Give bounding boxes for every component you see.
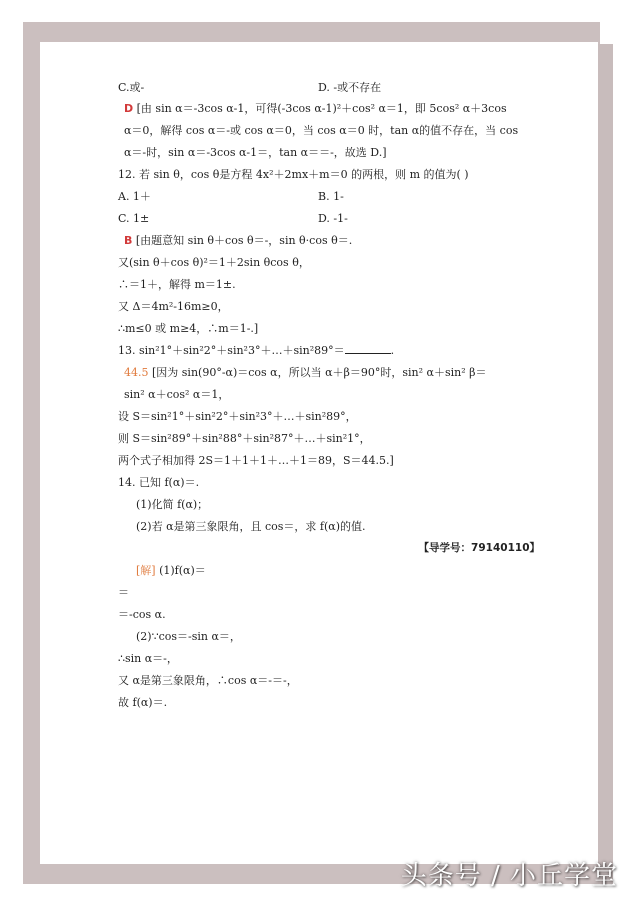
q14-solution-line-3: ＝-cos α. bbox=[118, 608, 166, 621]
q12-solution-line-1 bbox=[124, 233, 352, 248]
q13-stem-end: . bbox=[390, 344, 395, 357]
q12-solution-line-2: 又(sin θ＋cos θ)²＝1＋2sin θcos θ， bbox=[118, 256, 310, 269]
q11-solution-line-1 bbox=[124, 101, 507, 116]
q11-solution-line-2: α＝0，解得 cos α＝-或 cos α＝0，当 cos α＝0 时，tan α的值不存在，当 cos bbox=[124, 124, 519, 137]
q11-solution-line-3: α＝-时，sin α＝-3cos α-1＝，tan α＝＝-，故选 D.] bbox=[124, 146, 387, 159]
q14-solution-line-5: ∴sin α＝-， bbox=[118, 652, 178, 665]
q14-solution-line-1 bbox=[136, 563, 206, 578]
q12-option-a: A. 1＋ bbox=[118, 190, 151, 203]
q12-stem: 12. 若 sin θ，cos θ是方程 4x²＋2mx＋m＝0 的两根，则 m 的值为( ) bbox=[118, 168, 469, 181]
q13-stem-text: 13. sin²1°＋sin²2°＋sin²3°＋…＋sin²89°＝ bbox=[118, 344, 345, 357]
q13-solution-text-1: [因为 sin(90°-α)＝cos α，所以当 α＋β＝90°时，sin² α＋sin² β＝ bbox=[152, 366, 487, 379]
q14-solution-line-7: 故 f(α)＝. bbox=[118, 696, 168, 709]
q12-answer-letter: B bbox=[124, 234, 133, 247]
q12-option-b: B. 1- bbox=[318, 190, 344, 203]
q13-answer-value: 44.5 bbox=[124, 366, 149, 379]
q14-solution-line-6: 又 α是第三象限角，∴cos α＝-＝-， bbox=[118, 674, 298, 687]
q12-solution-line-4: 又 Δ＝4m²-16m≥0， bbox=[118, 300, 229, 313]
q14-solution-line-4: (2)∵cos＝-sin α＝， bbox=[136, 630, 241, 643]
q13-solution-line-5: 两个式子相加得 2S＝1＋1＋1＋…＋1＝89，S＝44.5.] bbox=[118, 454, 394, 467]
document-page bbox=[40, 42, 598, 864]
watermark-text: 头条号 / 小丘学堂 bbox=[400, 861, 618, 891]
q14-reference-number: 【导学号：79140110】 bbox=[418, 542, 540, 554]
q11-option-c: C.或- bbox=[118, 81, 145, 94]
q13-stem bbox=[118, 343, 394, 358]
q13-answer-blank bbox=[345, 343, 391, 354]
q13-solution-line-1 bbox=[124, 365, 487, 380]
q12-option-c: C. 1± bbox=[118, 212, 150, 225]
q12-solution-line-3: ∴＝1＋，解得 m＝1±. bbox=[118, 278, 236, 291]
q14-part-2: (2)若 α是第三象限角，且 cos＝，求 f(α)的值. bbox=[136, 520, 366, 533]
q12-solution-line-5: ∴m≤0 或 m≥4，∴m＝1-.] bbox=[118, 322, 259, 335]
q14-part-1: (1)化简 f(α)； bbox=[136, 498, 209, 511]
q13-solution-line-2: sin² α＋cos² α＝1， bbox=[124, 388, 230, 401]
q11-option-d: D. -或不存在 bbox=[318, 81, 382, 94]
q14-jie-label: [解] bbox=[136, 564, 156, 577]
q14-solution-text-1: (1)f(α)＝ bbox=[159, 564, 206, 577]
q12-solution-text-1: [由题意知 sin θ＋cos θ＝-，sin θ·cos θ＝. bbox=[135, 234, 353, 247]
q13-solution-line-3: 设 S＝sin²1°＋sin²2°＋sin²3°＋…＋sin²89°， bbox=[118, 410, 357, 423]
q11-answer-letter: D bbox=[124, 102, 134, 115]
page-frame-shadow bbox=[598, 44, 613, 884]
q14-solution-line-2: ＝ bbox=[118, 586, 129, 599]
q12-option-d: D. -1- bbox=[318, 212, 348, 225]
q11-solution-text-1: [由 sin α＝-3cos α-1，可得(-3cos α-1)²＋cos² α＝1，即 5cos² α＋3cos bbox=[136, 102, 507, 115]
q14-stem: 14. 已知 f(α)＝. bbox=[118, 476, 200, 489]
q13-solution-line-4: 则 S＝sin²89°＋sin²88°＋sin²87°＋…＋sin²1°， bbox=[118, 432, 371, 445]
